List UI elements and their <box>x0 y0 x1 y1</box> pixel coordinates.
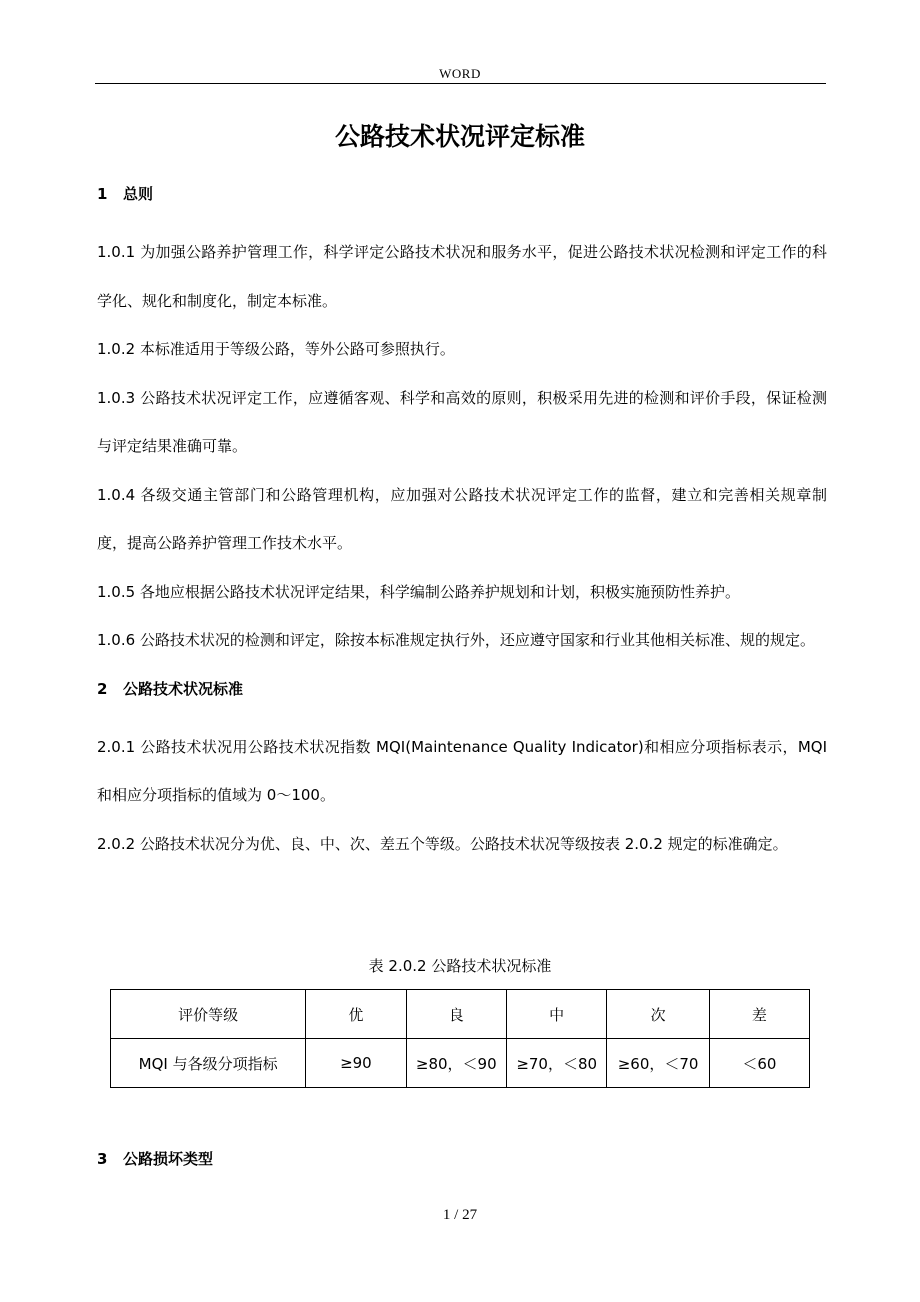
section-number: 1 <box>97 185 108 203</box>
paragraph-1-0-3: 1.0.3 公路技术状况评定工作，应遵循客观、科学和高效的原则，积极采用先进的检测和评价手段，保证检测与评定结果准确可靠。 <box>97 388 827 455</box>
section-number: 3 <box>97 1150 108 1168</box>
grade-standard-table <box>110 989 810 1088</box>
section-title: 公路技术状况标准 <box>123 679 244 698</box>
table-header-row <box>111 990 810 1039</box>
paragraph-1-0-5: 1.0.5 各地应根据公路技术状况评定结果，科学编制公路养护规划和计划，积极实施预防性养护。 <box>97 582 740 601</box>
table-cell: ≥70，＜80 <box>506 1039 606 1088</box>
table-cell: 评价等级 <box>111 990 306 1039</box>
paragraph-1-0-4: 1.0.4 各级交通主管部门和公路管理机构，应加强对公路技术状况评定工作的监督，建立和完善相关规章制度，提高公路养护管理工作技术水平。 <box>97 485 827 552</box>
table-cell: 差 <box>709 990 809 1039</box>
table-row <box>111 1039 810 1088</box>
paragraph-2-0-1: 2.0.1 公路技术状况用公路技术状况指数 MQI(Maintenance Quality Indicator)和相应分项指标表示，MQI 和相应分项指标的值域为 0～100。 <box>97 737 827 804</box>
table-cell: MQI 与各级分项指标 <box>111 1039 306 1088</box>
section-heading-damage-types <box>97 1148 213 1169</box>
section-title: 总则 <box>123 185 154 203</box>
section-heading-general <box>97 180 827 208</box>
table-cell: 次 <box>607 990 709 1039</box>
page-indicator: 1 / 27 <box>442 1207 478 1223</box>
table-cell: ＜60 <box>709 1039 809 1088</box>
document-body <box>97 180 827 868</box>
table-caption: 表 2.0.2 公路技术状况标准 <box>368 957 552 975</box>
table-cell: ≥60，＜70 <box>607 1039 709 1088</box>
page-header-label: WORD <box>439 66 481 81</box>
table-cell: ≥90 <box>306 1039 406 1088</box>
table-cell: 优 <box>306 990 406 1039</box>
table-cell: 良 <box>406 990 506 1039</box>
paragraph-2-0-2: 2.0.2 公路技术状况分为优、良、中、次、差五个等级。公路技术状况等级按表 2.0.2 规定的标准确定。 <box>97 834 788 853</box>
section-number: 2 <box>97 679 108 698</box>
paragraph-1-0-2: 1.0.2 本标准适用于等级公路，等外公路可参照执行。 <box>97 340 455 358</box>
paragraph-1-0-1: 1.0.1 为加强公路养护管理工作，科学评定公路技术状况和服务水平，促进公路技术状况检测和评定工作的科学化、规化和制度化，制定本标准。 <box>97 243 827 310</box>
document-title: 公路技术状况评定标准 <box>334 122 585 151</box>
section-heading-standard <box>97 675 827 703</box>
header-divider <box>95 83 826 84</box>
paragraph-1-0-6: 1.0.6 公路技术状况的检测和评定，除按本标准规定执行外，还应遵守国家和行业其他相关标准、规的规定。 <box>97 631 815 649</box>
section-title: 公路损坏类型 <box>123 1150 214 1168</box>
table-cell: ≥80，＜90 <box>406 1039 506 1088</box>
table-cell: 中 <box>506 990 606 1039</box>
